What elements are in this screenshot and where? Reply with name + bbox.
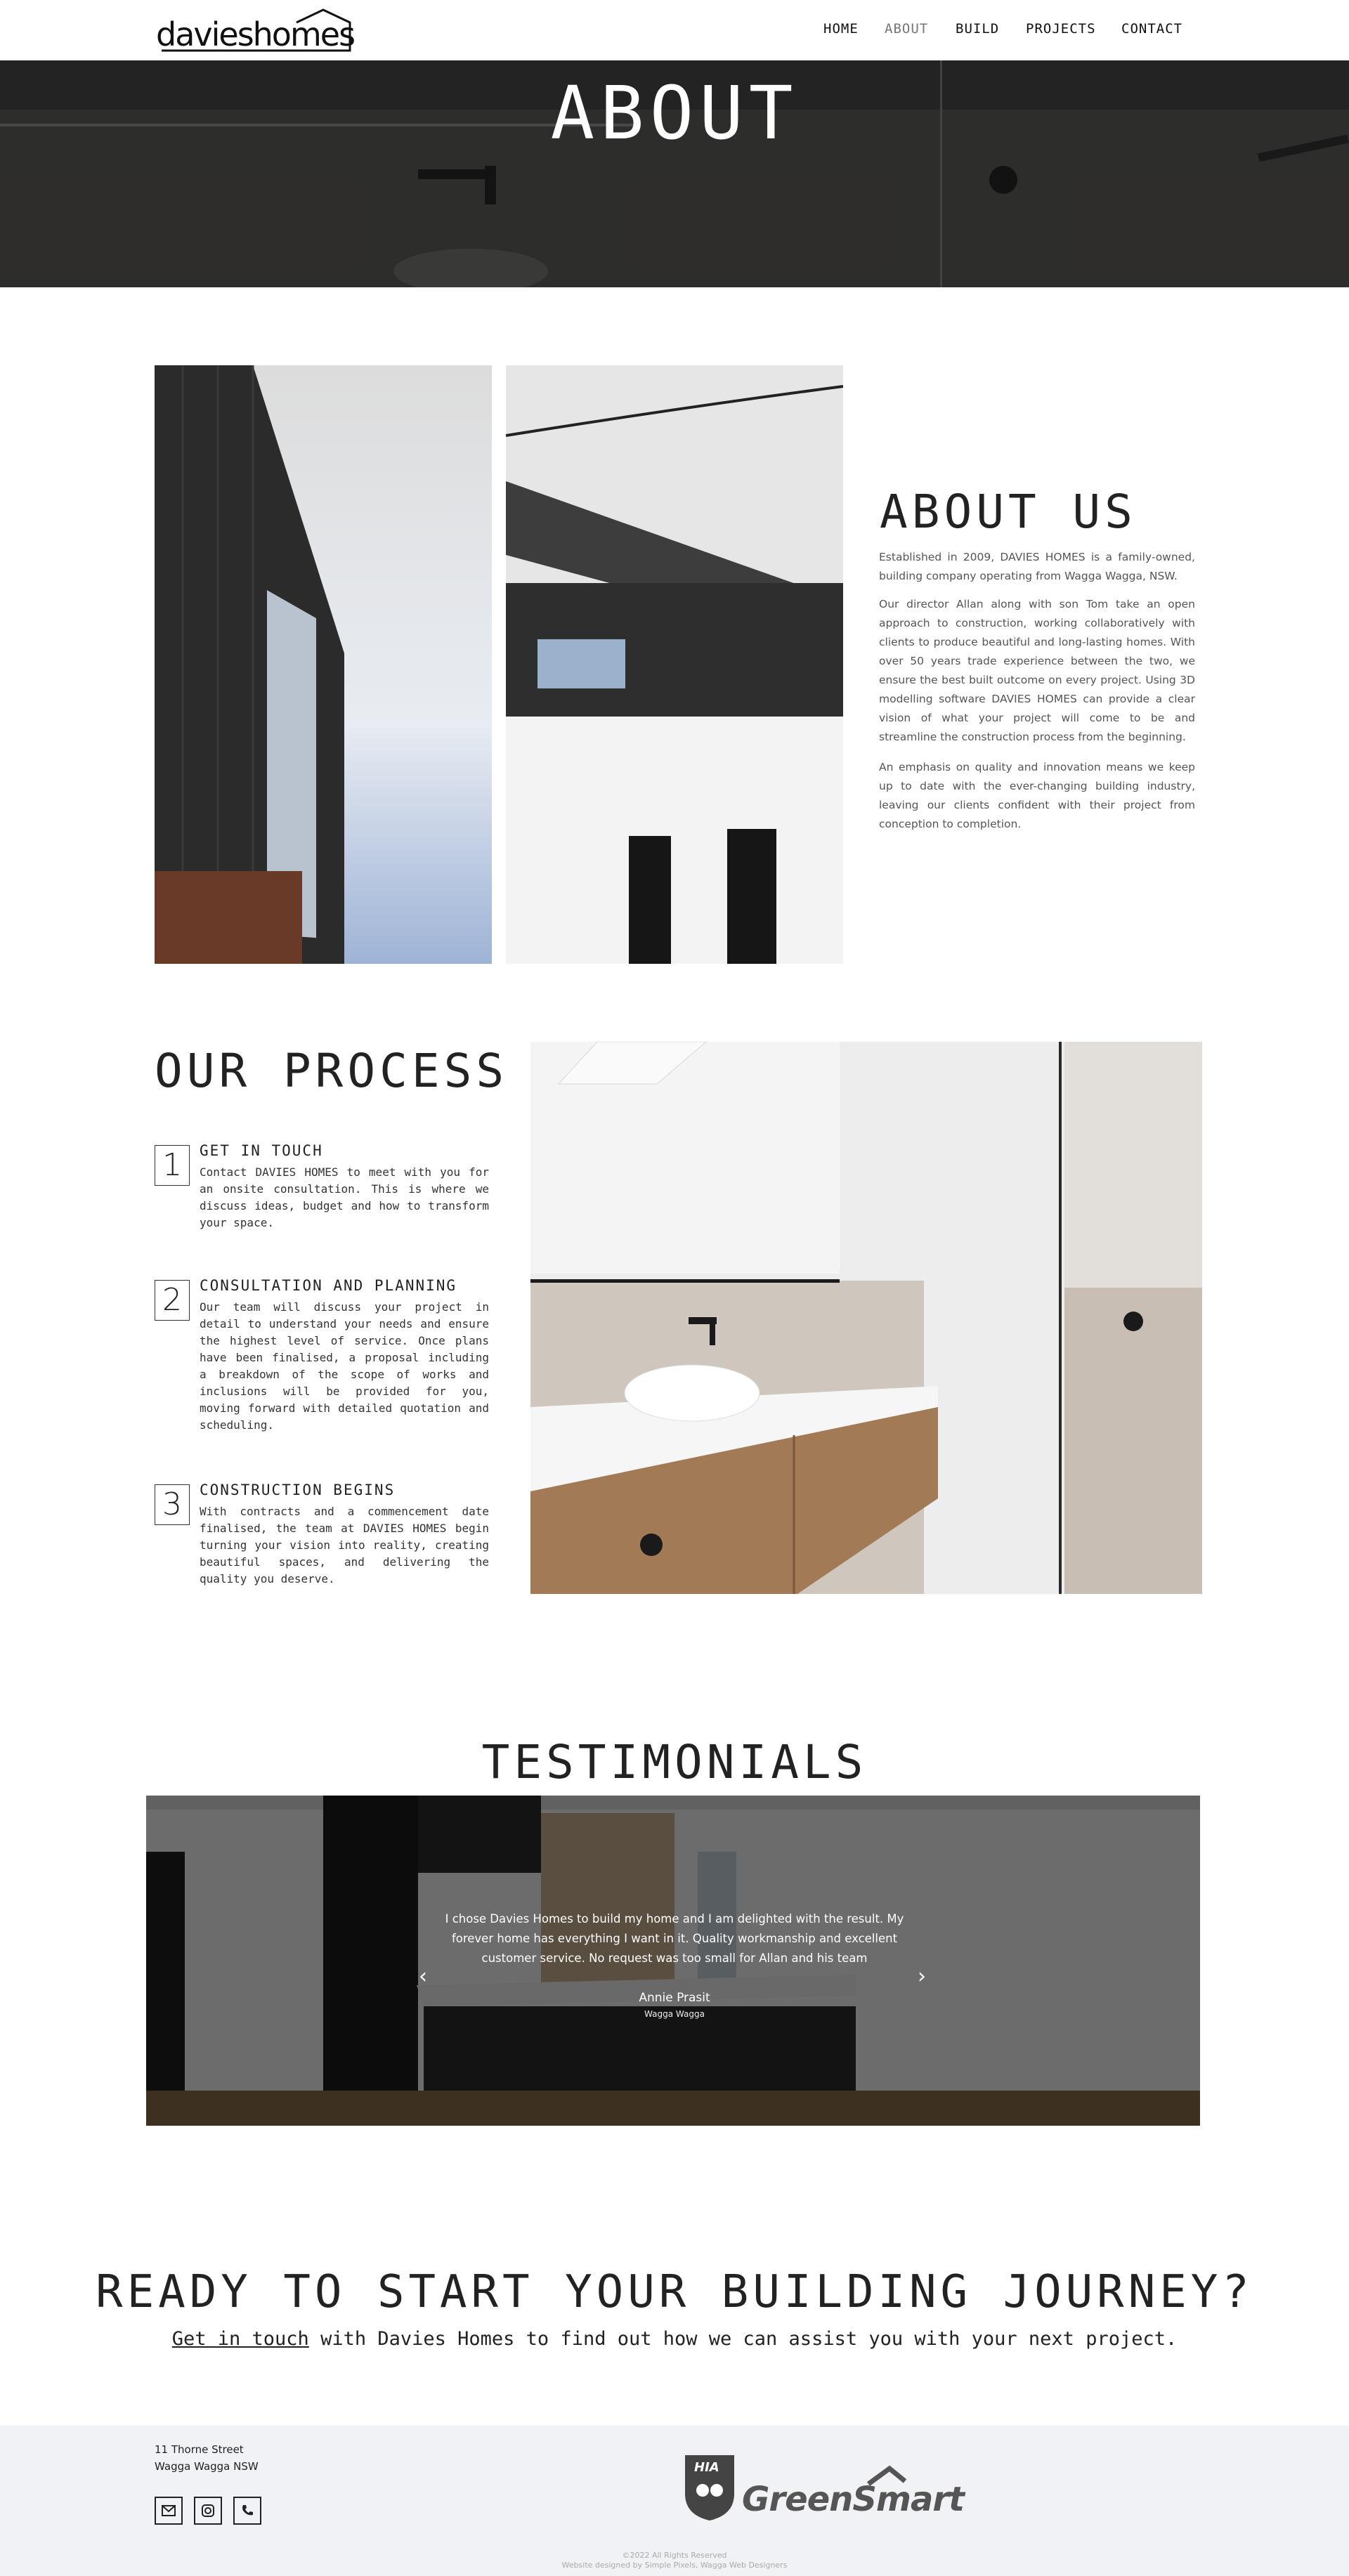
- about-paragraph-1: Established in 2009, DAVIES HOMES is a family-owned, building company operating from Wagga Wagga, NSW.: [879, 551, 1195, 582]
- step-text-2: Our team will discuss your project in detail to understand your needs and ensure the highest level of service. Once plans have been finalised, a proposal including a breakdown of the scope of works and inclusions will be provided for you, moving forward with detailed quotation and scheduling.: [200, 1300, 489, 1432]
- about-photo-house: [506, 365, 843, 964]
- step-number-3: 3: [155, 1484, 190, 1525]
- testimonial-location: Wagga Wagga: [644, 2009, 705, 2019]
- nav-contact[interactable]: CONTACT: [1121, 21, 1183, 37]
- get-in-touch-link[interactable]: Get in touch: [171, 2328, 309, 2350]
- hero-title: ABOUT: [550, 70, 799, 156]
- nav-build[interactable]: BUILD: [956, 21, 1000, 37]
- process-heading: OUR PROCESS: [155, 1044, 509, 1098]
- cta-text: [0, 2328, 1349, 2350]
- nav-home[interactable]: HOME: [823, 21, 859, 37]
- step-title-1: GET IN TOUCH: [200, 1142, 323, 1159]
- about-paragraph-3: An emphasis on quality and innovation means we keep up to date with the ever-changing building industry, leaving our clients confident with their project from conception to completion.: [879, 761, 1195, 830]
- step-title-3: CONSTRUCTION BEGINS: [200, 1482, 396, 1498]
- logo-text: davieshomes: [156, 15, 355, 53]
- about-heading: ABOUT US: [880, 485, 1137, 539]
- cta-heading: READY TO START YOUR BUILDING JOURNEY?: [96, 2266, 1253, 2318]
- testimonial-author: Annie Prasit: [639, 1991, 710, 2005]
- step-number-1: 1: [155, 1145, 190, 1186]
- process-photo-bathroom: [530, 1042, 1202, 1594]
- chevron-left-icon[interactable]: ‹: [419, 1964, 427, 1989]
- step-title-2: CONSULTATION AND PLANNING: [200, 1277, 457, 1294]
- cta-rest-text: with Davies Homes to find out how we can assist you with your next project.: [308, 2328, 1178, 2350]
- hia-logo[interactable]: [682, 2452, 738, 2522]
- footer-copyright: ©2022 All Rights Reserved: [622, 2551, 727, 2560]
- step-text-3: With contracts and a commencement date finalised, the team at DAVIES HOMES begin turning your vision into reality, creating beautiful spaces, and delivering the quality you deserve.: [200, 1505, 489, 1586]
- nav-projects[interactable]: PROJECTS: [1026, 21, 1096, 37]
- greensmart-logo[interactable]: [742, 2464, 964, 2519]
- instagram-icon[interactable]: [194, 2497, 222, 2525]
- testimonials-heading: TESTIMONIALS: [481, 1735, 868, 1789]
- step-number-2: 2: [155, 1280, 190, 1321]
- testimonial-quote: I chose Davies Homes to build my home and I am delighted with the result. My forever home has everything I want in it. Quality workmanship and excellent customer service. No request was too small for Allan and his team: [445, 1912, 904, 1965]
- footer-address-line1: 11 Thorne Street: [155, 2443, 244, 2456]
- phone-icon[interactable]: [233, 2497, 261, 2525]
- site-header: [0, 0, 1349, 60]
- step-text-1: Contact DAVIES HOMES to meet with you for an onsite consultation. This is where we discuss ideas, budget and how to transform your space.: [200, 1165, 489, 1229]
- hia-label: HIA: [694, 2460, 719, 2475]
- logo[interactable]: [156, 8, 353, 53]
- email-icon[interactable]: [155, 2497, 183, 2525]
- about-paragraph-2: Our director Allan along with son Tom take an open approach to construction, working collaboratively with clients to produce beautiful and long-lasting homes. With over 50 years trade experience between the two, we ensure the best built outcome on every project. Using 3D modelling software DAVIES HOMES can provide a clear vision of what your project will come to be and streamline the construction process from the beginning.: [879, 598, 1195, 743]
- greensmart-label: GreenSmart: [742, 2480, 964, 2519]
- nav-about[interactable]: ABOUT: [885, 21, 929, 37]
- footer-address-line2: Wagga Wagga NSW: [155, 2460, 259, 2473]
- chevron-right-icon[interactable]: ›: [918, 1964, 926, 1989]
- footer-credit[interactable]: Website designed by Simple Pixels, Wagga Web Designers: [561, 2561, 788, 2570]
- about-photo-facade: [155, 365, 492, 964]
